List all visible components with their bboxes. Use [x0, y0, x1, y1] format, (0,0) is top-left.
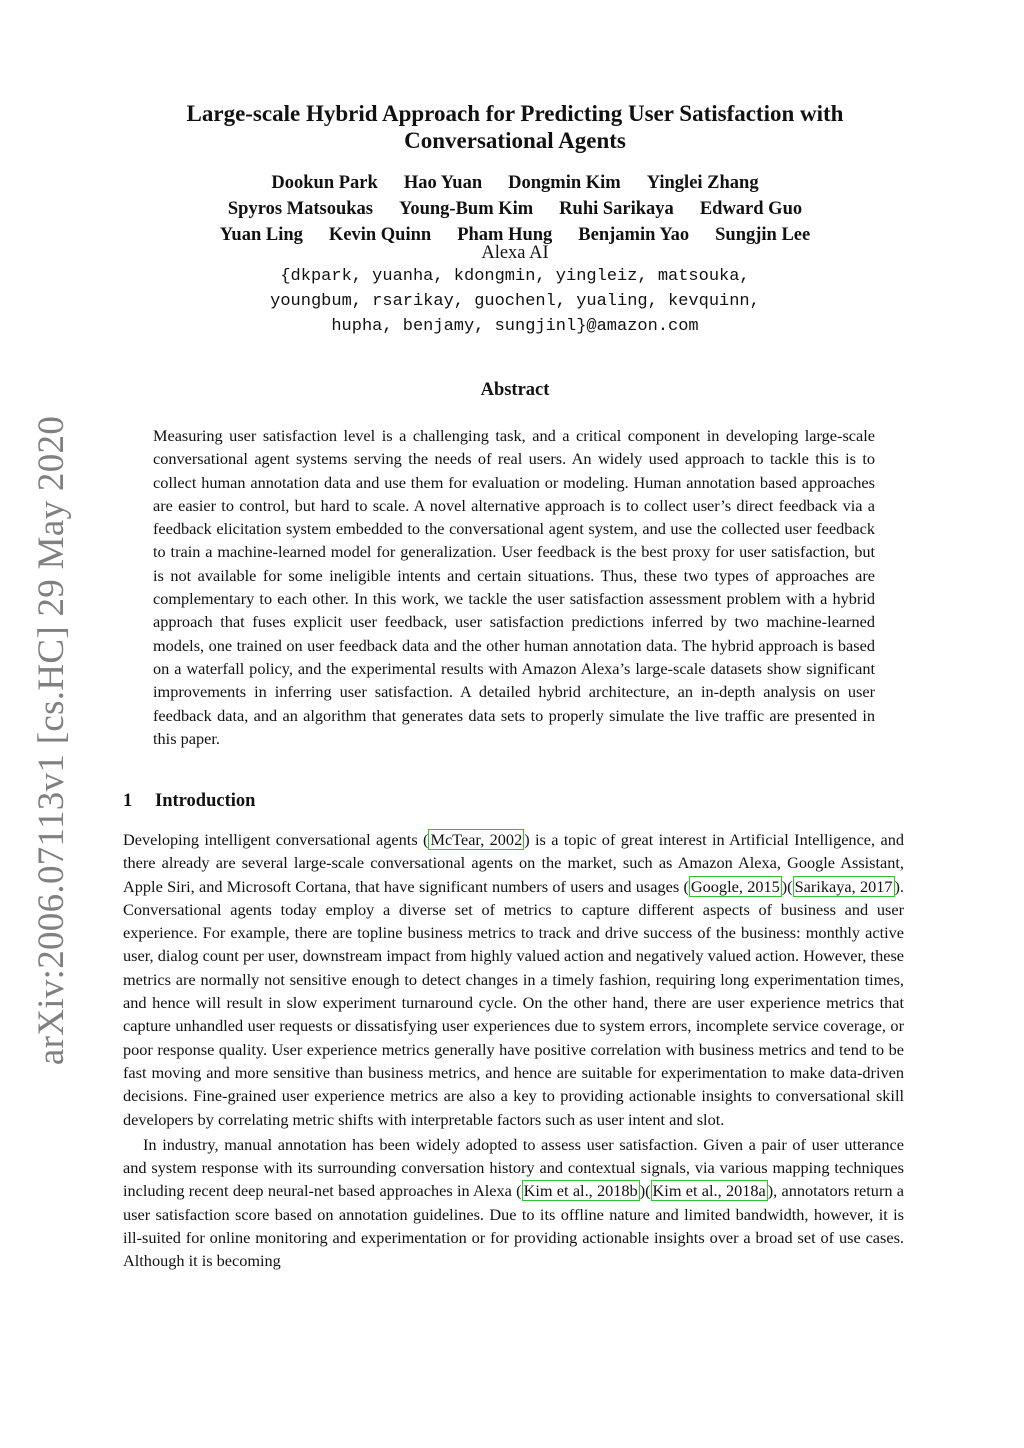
citation-link[interactable]: Sarikaya, 2017 — [794, 876, 893, 896]
paragraph — [123, 1133, 904, 1273]
citation-link[interactable]: Kim et al., 2018a — [652, 1181, 766, 1201]
arxiv-sidebar-stamp — [8, 415, 96, 1065]
arxiv-identifier: arXiv:2006.07113v1 [cs.HC] 29 May 2020 — [31, 415, 73, 1065]
author-name: Young-Bum Kim — [399, 199, 534, 219]
author-name: Spyros Matsoukas — [227, 199, 374, 219]
paragraph-text: Developing intelligent conversational agents ( — [123, 830, 429, 849]
section-title: Introduction — [155, 791, 256, 811]
section-number: 1 — [123, 791, 133, 811]
author-name: Dookun Park — [271, 173, 378, 193]
author-name: Pham Hung — [457, 225, 553, 245]
introduction-body — [123, 828, 904, 1273]
author-name: Yinglei Zhang — [646, 173, 759, 193]
paragraph — [123, 828, 904, 1131]
paragraph-text: In industry, manual annotation has been widely adopted to assess user satisfaction. Given a pair of user utterance and system response with its surrounding conversation history and contextual signals, via various mapping techniques including recent deep neural-net based approaches in Alexa ( — [123, 1134, 904, 1201]
paragraph-text: ), annotators return a user satisfaction score based on annotation guidelines. Due to its offline nature and limited bandwidth, however, it is ill-suited for online monitoring and experimentation or for providing actionable insights over a broad set of use cases. Although it is becoming — [123, 1181, 905, 1271]
paragraph-text: )( — [781, 876, 793, 896]
author-name: Sungjin Lee — [715, 225, 811, 245]
author-row-2 — [150, 196, 880, 222]
author-name: Yuan Ling — [219, 225, 303, 245]
author-list — [150, 170, 880, 248]
paragraph-text: ) is a topic of great interest in Artificial Intelligence, and there already are several large-scale conversational agents on the market, such as Amazon Alexa, Google Assistant, Apple Siri, and Microsoft Cortana, that have significant numbers of users and usages ( — [123, 830, 904, 896]
author-name: Kevin Quinn — [328, 225, 432, 245]
email-line-3: hupha, benjamy, sungjinl}@amazon.com — [331, 317, 699, 336]
author-emails — [150, 264, 880, 339]
citation-link[interactable]: Kim et al., 2018b — [523, 1181, 638, 1201]
paragraph-text: ). Conversational agents today employ a diverse set of metrics to capture different aspects of business and user experience. For example, there are topline business metrics to track and drive success of the business: monthly active user, dialog count per user, downstream impact from highly valued action and negatively valued action. However, these metrics are normally not sensitive enough to detect changes in a timely fashion, requiring long experimentation times, and hence will result in slow experiment turnaround cycle. On the other hand, there are user experience metrics that capture unhandled user requests or dissatisfying user experiences due to system errors, incomplete service coverage, or poor response quality. User experience metrics generally have positive correlation with business metrics and tend to be fast moving and more sensitive than business metrics, and hence are suitable for experimentation to make data-driven decisions. Fine-grained user experience metrics are also a key to providing actionable insights to conversational skill developers by correlating metric shifts with interpretable factors such as user intent and slot. — [123, 876, 905, 1129]
author-row-1 — [150, 170, 880, 196]
title-line-1: Large-scale Hybrid Approach for Predicting User Satisfaction with — [186, 101, 844, 126]
author-name: Dongmin Kim — [508, 173, 621, 193]
abstract-heading: Abstract — [480, 380, 550, 400]
author-name: Ruhi Sarikaya — [559, 199, 674, 219]
paragraph-text: )( — [639, 1181, 651, 1201]
email-line-1: {dkpark, yuanha, kdongmin, yingleiz, matsouka, — [280, 267, 750, 286]
citation-link[interactable]: Google, 2015 — [690, 876, 780, 896]
email-line-2: youngbum, rsarikay, guochenl, yualing, kevquinn, — [270, 292, 760, 311]
author-name: Benjamin Yao — [578, 225, 690, 245]
author-name: Hao Yuan — [403, 173, 483, 193]
paper-title — [130, 100, 900, 154]
title-line-2: Conversational Agents — [404, 128, 626, 153]
author-name: Edward Guo — [699, 199, 803, 219]
citation-link[interactable]: McTear, 2002 — [430, 830, 523, 849]
abstract-text: Measuring user satisfaction level is a challenging task, and a critical component in developing large-scale conversational agent systems serving the needs of real users. An widely used approach to tackle this is to collect human annotation data and use them for evaluation or modeling. Human annotation based approaches are easier to control, but hard to scale. A novel alternative approach is to collect user’s direct feedback via a feedback elicitation system embedded to the conversational agent system, and use the collected user feedback to train a machine-learned model for generalization. User feedback is the best proxy for user satisfaction, but is not available for some ineligible intents and certain situations. Thus, these two types of approaches are complementary to each other. In this work, we tackle the user satisfaction assessment problem with a hybrid approach that fuses explicit user feedback, user satisfaction predictions inferred by two machine-learned models, one trained on user feedback data and the other human annotation data. The hybrid approach is based on a waterfall policy, and the experimental results with Amazon Alexa’s large-scale datasets show significant improvements in inferring user satisfaction. A detailed hybrid architecture, an in-depth analysis on user feedback data, and an algorithm that generates data sets to properly simulate the live traffic are presented in this paper. — [153, 426, 875, 748]
section-heading-introduction — [123, 791, 523, 812]
affiliation: Alexa AI — [481, 243, 549, 263]
